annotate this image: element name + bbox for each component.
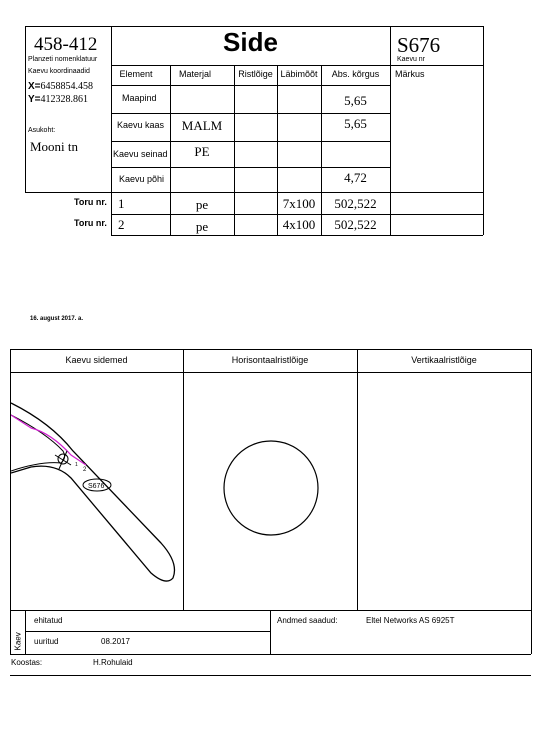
connection-map — [11, 373, 183, 610]
pipe-1-material: pe — [195, 197, 209, 212]
nomenclature-value: 458-412 — [34, 34, 98, 55]
y-label: Y= — [28, 94, 41, 105]
pipe-1-abs: 502,522 — [334, 196, 377, 211]
surveyed-label: uuritud — [34, 637, 59, 646]
row-seinad-material: PE — [194, 144, 210, 159]
header-cross-section: Ristlõige — [238, 69, 273, 79]
pipe-inner-outline — [11, 415, 65, 471]
location-value: Mooni tn — [30, 139, 79, 154]
pipe-2-material: pe — [195, 219, 209, 234]
row-maapind-element: Maapind — [122, 93, 157, 103]
row-seinad-element: Kaevu seinad — [113, 149, 168, 159]
built-label: ehitatud — [34, 616, 63, 625]
y-coordinate — [28, 94, 88, 105]
well-circle — [224, 441, 318, 535]
header-abs-height: Abs. kõrgus — [331, 69, 380, 79]
data-source-value: Eltel Networks AS 6925T — [366, 616, 455, 625]
well-number: S676 — [397, 33, 441, 57]
horizontal-section — [184, 373, 356, 610]
cable-route — [11, 415, 86, 465]
pipe-2-abs: 502,522 — [334, 217, 377, 232]
document-date: 16. august 2017. a. — [30, 316, 84, 322]
header-material: Materjal — [178, 69, 211, 79]
row-pohi-abs: 4,72 — [344, 170, 367, 185]
pipe-1-diameter: 7x100 — [282, 196, 316, 211]
x-label: X= — [28, 81, 41, 92]
pipe-1-label: Toru nr. — [74, 197, 107, 207]
panel-title-vertical: Vertikaalristlõige — [411, 355, 477, 365]
panel-title-connections: Kaevu sidemed — [65, 355, 128, 365]
map-pipe-number-1: 1 — [75, 462, 78, 468]
pipe-2-label: Toru nr. — [74, 218, 107, 228]
compiled-label: Koostas: — [11, 658, 43, 667]
row-maapind-abs: 5,65 — [344, 93, 367, 108]
row-pohi-element: Kaevu põhi — [119, 174, 165, 184]
panel-title-horizontal: Horisontaalristlõige — [231, 355, 309, 365]
row-kaas-material: MALM — [181, 118, 223, 133]
well-number-label: Kaevu nr — [397, 56, 426, 63]
location-label: Asukoht: — [28, 127, 56, 134]
map-well-label: S676 — [88, 483, 105, 490]
header-element: Element — [119, 69, 153, 79]
nomenclature-label: Planzeti nomenklatuur — [28, 56, 98, 63]
x-value: 6458854.458 — [40, 81, 94, 92]
row-kaas-element: Kaevu kaas — [117, 120, 165, 130]
data-source-label: Andmed saadud: — [277, 616, 338, 625]
pipe-2-diameter: 4x100 — [282, 217, 316, 232]
map-pipe-number-2: 2 — [83, 467, 87, 473]
surveyed-value: 08.2017 — [101, 637, 130, 646]
y-value: 412328.861 — [40, 94, 89, 105]
pipe-2-nr: 2 — [118, 217, 125, 232]
pipe-1-nr: 1 — [118, 196, 125, 211]
compiled-value: H.Rohulaid — [93, 658, 133, 667]
coordinates-label: Kaevu koordinaadid — [28, 68, 90, 75]
well-side-label: Kaev — [13, 632, 23, 651]
row-kaas-abs: 5,65 — [344, 116, 367, 131]
x-coordinate — [28, 81, 93, 92]
page-title: Side — [223, 27, 278, 57]
header-diameter: Läbimõõt — [280, 69, 318, 79]
header-remarks: Märkus — [395, 69, 425, 79]
